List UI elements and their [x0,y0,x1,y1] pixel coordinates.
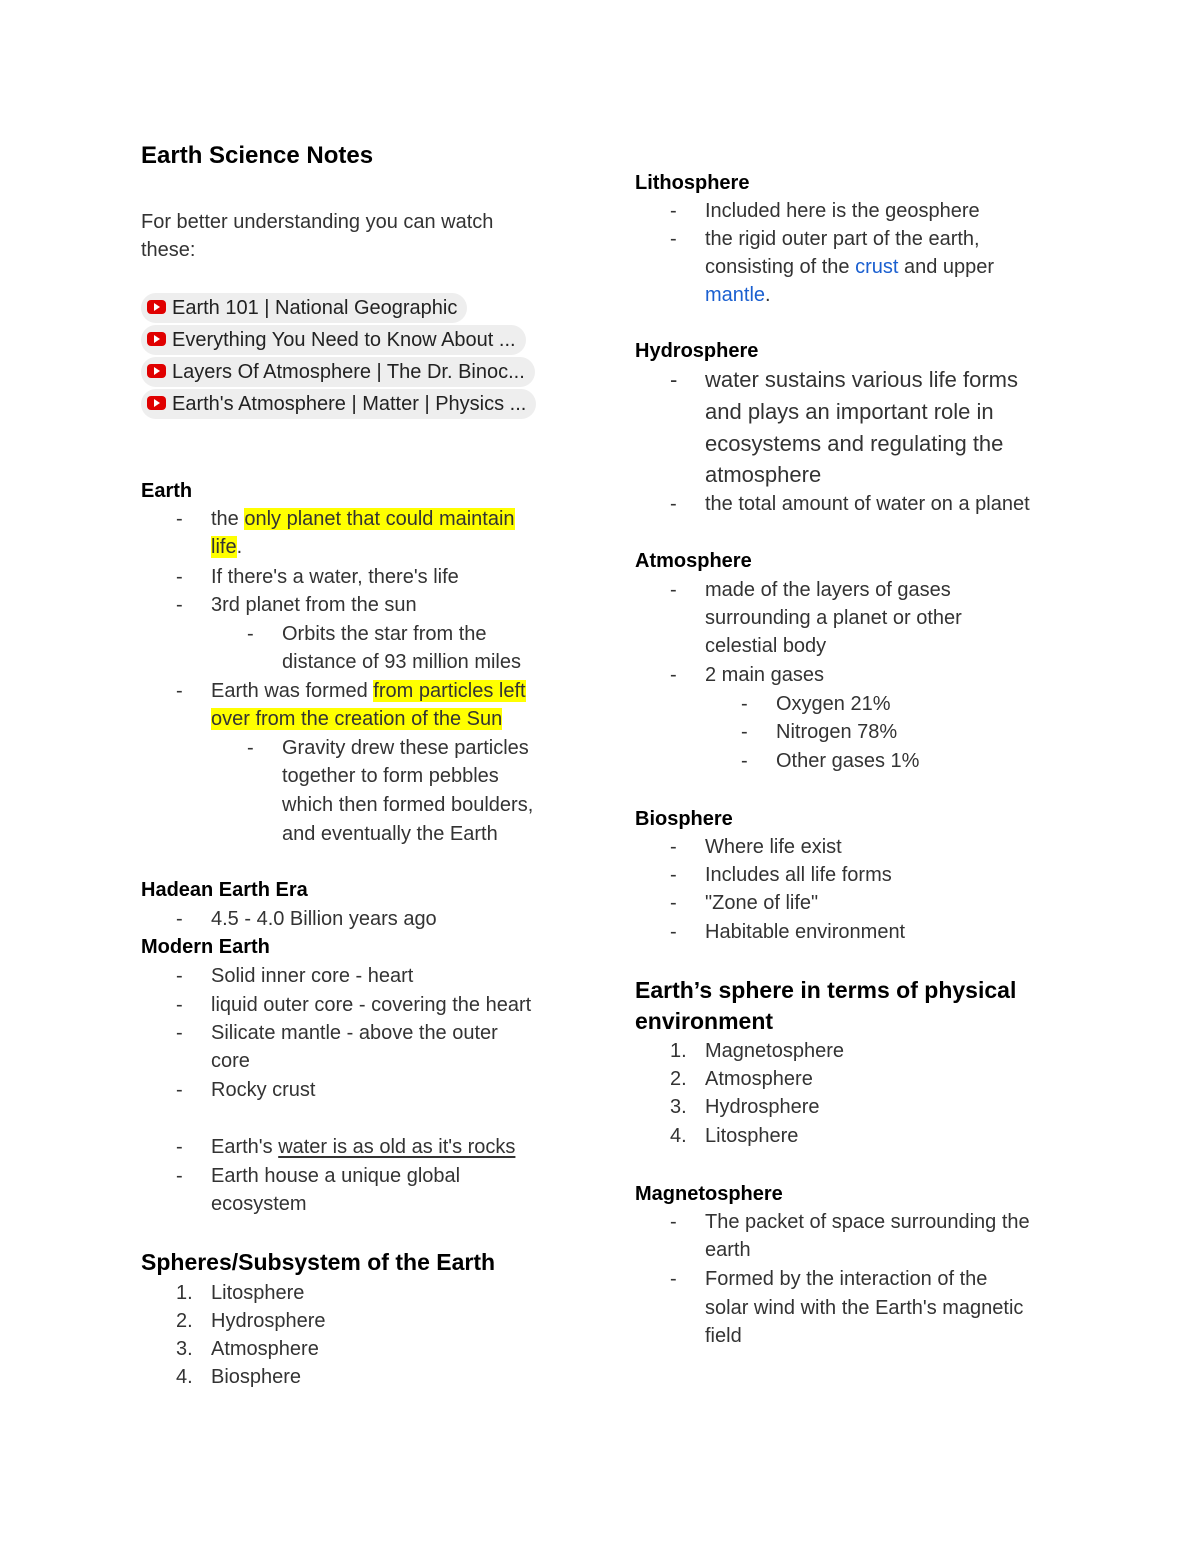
youtube-icon [147,396,166,410]
video-chip[interactable]: Layers Of Atmosphere | The Dr. Binoc... [141,357,535,387]
youtube-icon [147,300,166,314]
section-heading-hydrosphere: Hydrosphere [635,340,759,362]
section-heading-spheres: Spheres/Subsystem of the Earth [141,1249,496,1275]
mantle-link[interactable]: mantle [705,284,766,306]
section-heading-physical-environment-cont: environment [635,1008,774,1034]
page-title: Earth Science Notes [141,142,374,169]
intro-line-2: these: [141,239,196,261]
video-chip[interactable]: Everything You Need to Know About ... [141,325,526,355]
section-heading-physical-environment: Earth’s sphere in terms of physical [635,977,1017,1003]
video-chip[interactable]: Earth's Atmosphere | Matter | Physics ... [141,389,536,419]
section-heading-magnetosphere: Magnetosphere [635,1183,783,1205]
youtube-icon [147,332,166,346]
section-heading-hadean: Hadean Earth Era [141,879,308,901]
section-heading-earth: Earth [141,480,193,502]
intro-line-1: For better understanding you can watch [141,211,494,233]
youtube-icon [147,364,166,378]
section-heading-lithosphere: Lithosphere [635,172,750,194]
video-chip[interactable]: Earth 101 | National Geographic [141,293,467,323]
crust-link[interactable]: crust [855,256,899,278]
section-heading-atmosphere: Atmosphere [635,550,752,572]
section-heading-modern-earth: Modern Earth [141,936,270,958]
section-heading-biosphere: Biosphere [635,808,733,830]
